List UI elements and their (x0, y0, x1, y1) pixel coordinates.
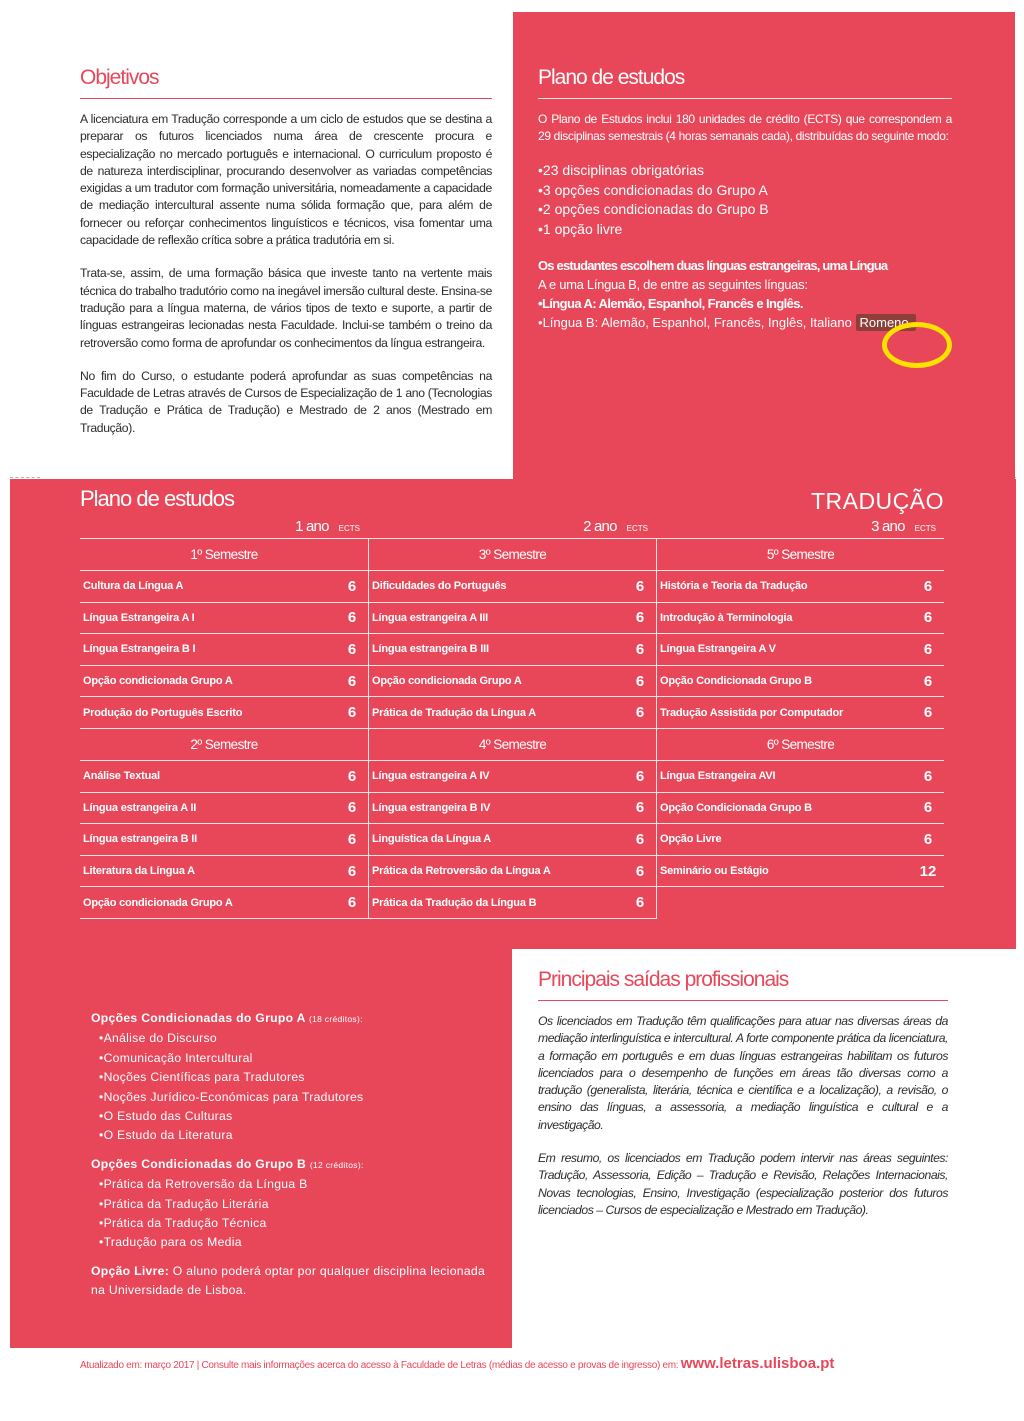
list-item: • 3 opções condicionadas do Grupo A (538, 181, 952, 201)
course-name-cell: Opção Condicionada Grupo B (660, 801, 812, 814)
course-name-cell: História e Teoria da Tradução (660, 580, 808, 593)
table-row (369, 697, 656, 729)
list-item: • Prática da Tradução Literária (99, 1195, 491, 1214)
table-row (80, 824, 368, 856)
course-name-cell: Cultura da Língua A (83, 580, 184, 593)
semester-header: 1º Semestre (80, 539, 368, 571)
objetivos-section (80, 66, 492, 453)
ects-cell: 6 (347, 894, 357, 912)
course-name-cell: Prática de Tradução da Língua A (372, 706, 536, 719)
ects-cell: 6 (923, 767, 933, 785)
group-a-list (91, 1029, 491, 1145)
course-name-cell: Língua Estrangeira A V (660, 643, 776, 656)
table-row (80, 856, 368, 888)
course-name-cell: Língua estrangeira B IV (372, 801, 491, 814)
year-label: 3 ano (871, 518, 905, 535)
semester-header: 6º Semestre (657, 729, 944, 761)
table-row (80, 571, 368, 603)
course-name-cell: Introdução à Terminologia (660, 611, 793, 624)
ects-cell: 6 (635, 799, 645, 817)
year-2-column (368, 539, 656, 919)
plano-estudos-section (538, 66, 952, 332)
list-item: • 2 opções condicionadas do Grupo B (538, 200, 952, 220)
course-name-cell: Linguística da Língua A (372, 833, 492, 846)
course-name: TRADUÇÃO (810, 488, 944, 514)
table-row (657, 856, 944, 888)
course-name-cell: Língua estrangeira B II (83, 833, 197, 846)
ects-cell: 6 (635, 640, 645, 658)
course-name-cell: Língua Estrangeira AVI (660, 770, 776, 783)
course-name-cell: Seminário ou Estágio (660, 865, 769, 878)
ects-cell: 6 (923, 799, 933, 817)
list-item: • Noções Jurídico-Económicas para Tradutores (99, 1088, 491, 1107)
group-a-title: Opções Condicionadas do Grupo A (91, 1011, 306, 1025)
plano-estudos-rule (538, 98, 952, 99)
group-b-heading (91, 1155, 491, 1175)
table-row (657, 571, 944, 603)
ects-cell: 6 (635, 767, 645, 785)
course-name-cell: Análise Textual (83, 770, 160, 783)
ects-cell: 6 (347, 609, 357, 627)
table-row (369, 856, 656, 888)
table-row (369, 793, 656, 825)
course-name-cell: Dificuldades do Português (372, 580, 507, 593)
ects-cell: 6 (923, 609, 933, 627)
semester-header: 4º Semestre (369, 729, 656, 761)
course-name-cell: Língua Estrangeira A I (83, 611, 195, 624)
ects-label: ECTS (914, 524, 936, 533)
languages-intro (538, 257, 952, 294)
year-3-column (656, 539, 944, 919)
table-row (80, 793, 368, 825)
language-b-text: Língua B: Alemão, Espanhol, Francês, Inglês, Italiano (542, 315, 852, 330)
list-item: • O Estudo da Literatura (99, 1126, 491, 1145)
ects-cell: 6 (923, 830, 933, 848)
year-label: 1 ano (295, 518, 329, 535)
table-row (369, 824, 656, 856)
group-b-title: Opções Condicionadas do Grupo B (91, 1156, 307, 1171)
table-row (657, 887, 944, 919)
semester-header: 2º Semestre (80, 729, 368, 761)
course-name-cell: Opção Livre (660, 833, 722, 846)
table-row (657, 603, 944, 635)
ects-cell: 6 (347, 577, 357, 595)
year-1-column (80, 539, 368, 919)
objetivos-paragraph-1: A licenciatura em Tradução corresponde a um ciclo de estudos que se destina a preparar os futuros licenciados numa área de crescente procura e especialização no mercado português e internacional. O curriculum proposto é de natureza interdisciplinar, procurando desenvolver as variadas competências exigidas a um tradutor com formação universitária, nomeadamente a capacidade de mediação intercultural assente numa sólida formação que, para além de fornecer ou reforçar conhecimentos linguísticos e técnicos, visa fomentar uma capacidade de reflexão crítica sobre a prática tradutória em si. (80, 112, 492, 248)
ects-label: ECTS (626, 524, 648, 533)
course-name-cell: Opção condicionada Grupo A (372, 675, 522, 688)
opcao-livre-label: Opção Livre: (91, 1263, 170, 1278)
course-name-cell: Tradução Assistida por Computador (660, 706, 844, 719)
list-item: • Noções Científicas para Tradutores (99, 1068, 491, 1087)
saidas-paragraph-2: Em resumo, os licenciados em Tradução podem intervir nas áreas seguintes: Tradução, Assessoria, Edição – Tradução e Revisão, Relações Internacionais, Novas tecnologias, Ensino, Investigação (especialização posterior dos futuros licenciados – Cursos de especialização e Mestrado em Tradução). (538, 1151, 948, 1217)
table-row (369, 887, 656, 919)
ects-cell: 6 (635, 830, 645, 848)
table-row (369, 571, 656, 603)
table-row (657, 634, 944, 666)
list-item: • Tradução para os Media (99, 1233, 491, 1252)
saidas-section (538, 968, 948, 1235)
list-item: • O Estudo das Culturas (99, 1107, 491, 1126)
objetivos-rule (80, 98, 492, 99)
ects-cell: 6 (347, 862, 357, 880)
footer-text: Atualizado em: março 2017 | Consulte mais informações acerca do acesso à Faculdade de Letras (médias de acesso e provas de ingresso) em: (80, 1360, 679, 1371)
curriculum-title: Plano de estudos (80, 486, 235, 511)
list-item: • Prática da Tradução Técnica (99, 1214, 491, 1233)
group-b-credits: (12 créditos): (309, 1159, 364, 1170)
plano-estudos-intro: O Plano de Estudos inclui 180 unidades de crédito (ECTS) que correspondem a 29 disciplinas semestrais (4 horas semanais cada), distribuídas do seguinte modo: (538, 112, 952, 143)
course-name-cell: Prática da Tradução da Língua B (372, 896, 537, 909)
course-name-cell: Literatura da Língua A (83, 865, 195, 878)
table-row (80, 761, 368, 793)
ects-cell: 6 (635, 672, 645, 690)
year-header-row (80, 518, 944, 539)
table-row (369, 666, 656, 698)
plano-estudos-bullets (538, 161, 952, 239)
table-columns (80, 539, 944, 919)
list-item: • 1 opção livre (538, 220, 952, 240)
ects-cell: 6 (923, 704, 933, 722)
course-name-cell: Opção Condicionada Grupo B (660, 675, 812, 688)
table-row (369, 603, 656, 635)
ects-cell: 6 (347, 830, 357, 848)
saidas-paragraph-1: Os licenciados em Tradução têm qualificações para atuar nas diversas áreas da mediação interlinguística e intercultural. A forte componente prática da licenciatura, a formação em português e em duas línguas estrangeiras habilitam os futuros licenciados para o desempenho de funções em áreas tão diversas como a tradução (generalista, literária, técnica e científica e a localização), a revisão, o ensino das línguas, a assessoria, a mediação linguística e cultural e a investigação. (538, 1014, 948, 1132)
course-name-cell: Língua Estrangeira B I (83, 643, 196, 656)
curriculum-table-section (80, 486, 944, 919)
year-1-header (80, 518, 368, 535)
ects-cell: 12 (919, 862, 937, 880)
list-item: • Análise do Discurso (99, 1029, 491, 1048)
course-name-cell: Língua estrangeira A III (372, 611, 489, 624)
ects-cell: 6 (635, 894, 645, 912)
saidas-rule (538, 1000, 948, 1001)
opcao-livre-text: O aluno poderá optar por qualquer disciplina lecionada na Universidade de Lisboa. (91, 1263, 486, 1298)
table-row (369, 634, 656, 666)
group-a-heading (91, 1009, 491, 1029)
saidas-title: Principais saídas profissionais (538, 968, 789, 991)
objetivos-title: Objetivos (80, 66, 159, 89)
ects-cell: 6 (347, 640, 357, 658)
group-b-list (91, 1175, 491, 1253)
languages-list (538, 294, 952, 332)
course-name-cell: Língua estrangeira A II (83, 801, 197, 814)
table-row (80, 603, 368, 635)
table-row (80, 697, 368, 729)
semester-header: 5º Semestre (657, 539, 944, 571)
opcoes-section (91, 1009, 491, 1301)
objetivos-paragraph-3: No fim do Curso, o estudante poderá aprofundar as suas competências na Faculdade de Letras através de Cursos de Especialização de 1 ano (Tecnologias de Tradução e Prática de Tradução) e Mestrado de 2 anos (Mestrado em Tradução). (80, 368, 492, 435)
course-name-cell: Opção condicionada Grupo A (83, 675, 233, 688)
ects-cell: 6 (923, 672, 933, 690)
languages-intro-bold: Os estudantes escolhem duas línguas estrangeiras, uma Língua (538, 258, 888, 273)
year-label: 2 ano (583, 518, 617, 535)
ects-cell: 6 (635, 704, 645, 722)
ects-cell: 6 (347, 704, 357, 722)
list-item: • Prática da Retroversão da Língua B (99, 1175, 491, 1194)
table-row (80, 887, 368, 919)
course-name-cell: Opção condicionada Grupo A (83, 896, 233, 909)
footer-url-link[interactable]: www.letras.ulisboa.pt (680, 1355, 835, 1372)
table-row (657, 761, 944, 793)
table-row (80, 634, 368, 666)
plano-estudos-title: Plano de estudos (538, 66, 685, 89)
ects-cell: 6 (635, 609, 645, 627)
ects-cell: 6 (923, 640, 933, 658)
table-row (369, 761, 656, 793)
year-3-header (656, 518, 944, 535)
table-row (657, 793, 944, 825)
highlight-circle-annotation (882, 322, 952, 368)
languages-intro-rest: A e uma Língua B, de entre as seguintes línguas: (538, 276, 808, 292)
table-row (657, 697, 944, 729)
list-item: • Comunicação Intercultural (99, 1049, 491, 1068)
year-2-header (368, 518, 656, 535)
romeno-highlight: Romeno. (856, 314, 917, 331)
table-row (80, 666, 368, 698)
table-row (657, 824, 944, 856)
ects-cell: 6 (347, 767, 357, 785)
opcao-livre (91, 1262, 491, 1301)
list-item: • 23 disciplinas obrigatórias (538, 161, 952, 181)
ects-cell: 6 (923, 577, 933, 595)
language-a-item: • Língua A: Alemão, Espanhol, Francês e Inglês. (538, 294, 952, 313)
course-name-cell: Língua estrangeira A IV (372, 770, 490, 783)
objetivos-paragraph-2: Trata-se, assim, de uma formação básica que investe tanto na vertente mais técnica do trabalho tradutório como na inegável imersão cultural deste. Ensina-se tradução para a língua materna, de vários tipos de texto e suporte, a partir de línguas estrangeiras lecionadas nesta Faculdade. Inclui-se também o treino da retroversão como forma de aprofundar os conhecimentos da língua estrangeira. (80, 266, 493, 350)
semester-header: 3º Semestre (369, 539, 656, 571)
ects-cell: 6 (635, 577, 645, 595)
course-name-cell: Língua estrangeira B III (372, 643, 489, 656)
table-row (657, 666, 944, 698)
ects-cell: 6 (635, 862, 645, 880)
course-name-cell: Produção do Português Escrito (83, 706, 243, 719)
group-a-credits: (18 créditos): (308, 1014, 363, 1024)
ects-cell: 6 (347, 799, 357, 817)
ects-cell: 6 (347, 672, 357, 690)
ects-label: ECTS (338, 524, 360, 533)
course-name-cell: Prática da Retroversão da Língua A (372, 865, 551, 878)
footer (80, 1355, 946, 1372)
